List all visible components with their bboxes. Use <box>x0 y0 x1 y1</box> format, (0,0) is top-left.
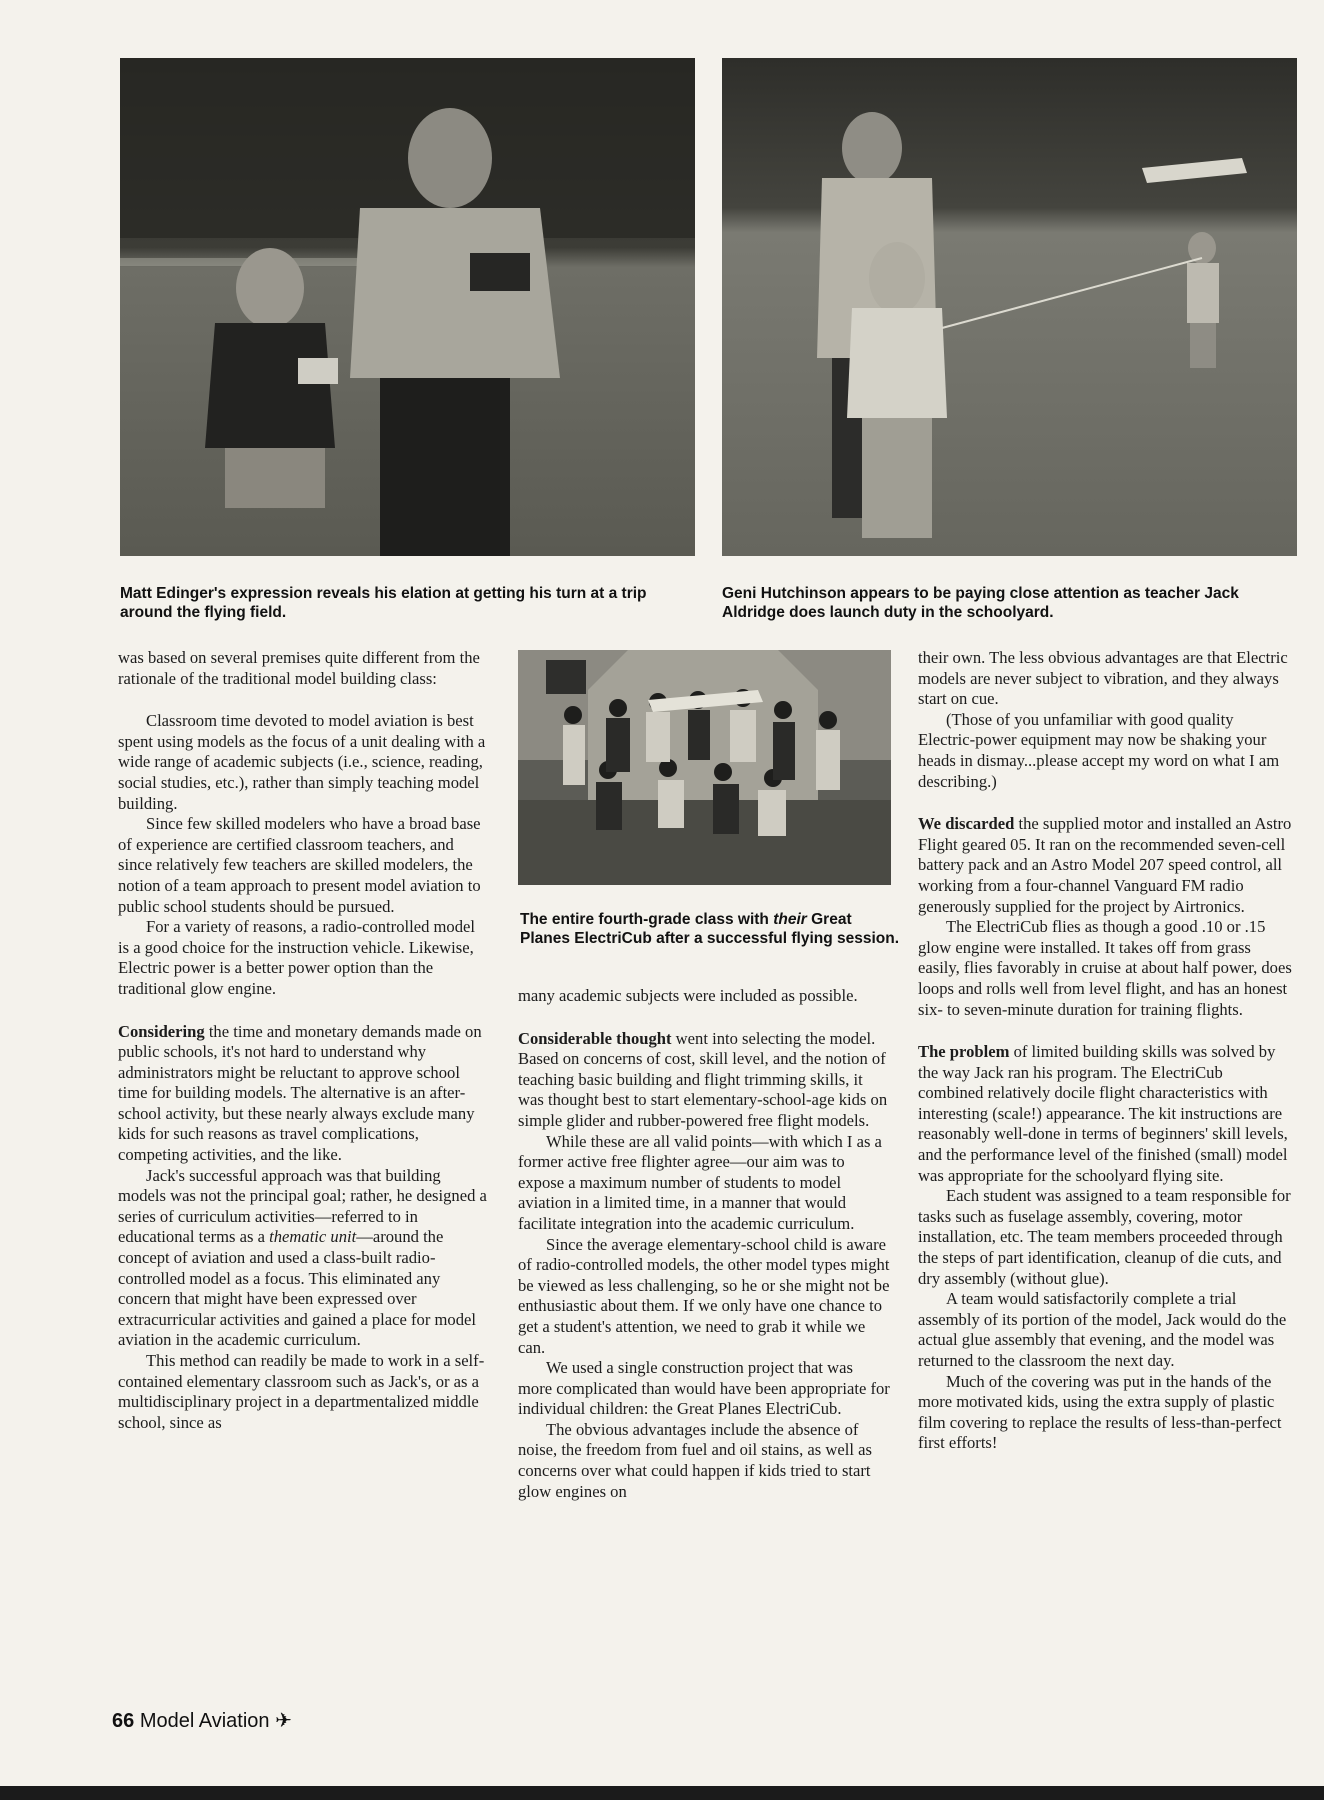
caption-center-em: their <box>773 911 807 928</box>
col2-lead-considerable-thought: Considerable thought <box>518 1028 672 1048</box>
col3-para-3 <box>918 814 1292 917</box>
col1-thematic-unit: thematic unit <box>269 1227 357 1247</box>
page-number: 66 <box>112 1710 135 1732</box>
col3-para-1: their own. The less obvious advantages are that Electric models are never subject to vibration, and they always start on cue. <box>918 648 1288 709</box>
airplane-icon: ✈ <box>275 1710 292 1732</box>
col3-para-7: A team would satisfactorily complete a trial assembly of its portion of the model, Jack would do the actual glue assembly that evening, and the model was returned to the classroom the next day. <box>918 1289 1287 1370</box>
col1-lead-considering: Considering <box>118 1021 205 1041</box>
col3-para-5 <box>918 1042 1292 1186</box>
col2-para-4: Since the average elementary-school child is aware of radio-controlled models, the other model types might be viewed as less challenging, so he or she might not be enthusiastic about them. If we only have one chance to get a student's attention, we need to grab it while we can. <box>518 1234 890 1357</box>
col1-para-3: Since few skilled modelers who have a broad base of experience are certified classroom teachers, and since relatively few teachers are skilled modelers, the notion of a team approach to present model aviation to public school students should be pursued. <box>118 814 481 916</box>
col3-para-4: The ElectriCub flies as though a good .10 or .15 glow engine were installed. It takes off from grass easily, flies favorably in cruise at about half power, does loops and rolls well from level flight, and has an honest six- to seven-minute duration for training flights. <box>918 917 1292 1019</box>
col1-para-5 <box>118 1022 490 1166</box>
col3-para-2: (Those of you unfamiliar with good quality Electric-power equipment may now be shaking your heads in dismay...please accept my word on what I am describing.) <box>918 709 1280 791</box>
page-folio <box>112 1708 292 1733</box>
column-1 <box>118 648 490 1433</box>
col2-para-5: We used a single construction project that was more complicated than would have been appropriate for individual children: the Great Planes ElectriCub. <box>518 1358 890 1419</box>
column-2 <box>518 986 891 1502</box>
caption-center-pre: The entire fourth-grade class with <box>520 911 774 928</box>
col2-para-1: many academic subjects were included as possible. <box>518 986 858 1005</box>
bottom-border <box>0 1786 1324 1800</box>
col2-para-2-text: went into selecting the model. Based on concerns of cost, skill level, and the notion of teaching basic building and flight trimming skills, it was thought best to start elementary-school-age kids on simple glider and rubber-powered free flight models. <box>518 1028 888 1130</box>
col1-para-1: was based on several premises quite different from the rationale of the traditional model building class: <box>118 648 480 688</box>
photo-geni-hutchinson <box>722 58 1297 556</box>
col2-para-6: The obvious advantages include the absence of noise, the freedom from fuel and oil stains, as well as concerns over what could happen if kids tried to start glow engines on <box>518 1419 872 1501</box>
photo-fourth-grade-class <box>518 650 891 885</box>
col1-para-2: Classroom time devoted to model aviation is best spent using models as the focus of a unit dealing with a wide range of academic subjects (i.e., science, reading, social studies, etc.), rather than simply teaching model building. <box>118 711 486 813</box>
col2-para-3: While these are all valid points—with which I as a former active free flighter agree—our aim was to expose a maximum number of students to model aviation in a limited time, in a manner that would facilitate integration into the academic curriculum. <box>518 1131 882 1233</box>
col3-para-6: Each student was assigned to a team responsible for tasks such as fuselage assembly, covering, motor installation, etc. The team members proceeded through the steps of part identification, cleanup of die cuts, and dry assembly (without glue). <box>918 1186 1291 1288</box>
col3-para-8: Much of the covering was put in the hands of the more motivated kids, using the extra supply of plastic film covering to replace the results of less-than-perfect first efforts! <box>918 1371 1282 1453</box>
col3-para-5-text: of limited building skills was solved by the way Jack ran his program. The ElectriCub combined relatively docile flight characteristics with interesting (scale!) appearance. The kit instructions are reasonably well-done in terms of beginners' skill levels, and the performance level of the finished (small) model was appropriate for the schoolyard flying site. <box>918 1042 1288 1185</box>
col2-para-2 <box>518 1029 891 1132</box>
col1-para-6-post: —around the concept of aviation and used a class-built radio-controlled model as a focus. This eliminated any concern that might have been expressed over extracurricular activities and gained a place for model aviation in the academic curriculum. <box>118 1227 476 1350</box>
column-3 <box>918 648 1292 1454</box>
caption-left-photo: Matt Edinger's expression reveals his elation at getting his turn at a trip around the flying field. <box>120 585 647 621</box>
col3-lead-we-discarded: We discarded <box>918 814 1015 834</box>
col1-para-4: For a variety of reasons, a radio-controlled model is a good choice for the instruction vehicle. Likewise, Electric power is a better power option than the traditional glow engine. <box>118 917 475 998</box>
col3-para-3-text: the supplied motor and installed an Astro Flight geared 05. It ran on the recommended seven-cell battery pack and an Astro Model 207 speed control, all working from a four-channel Vanguard FM radio generously supplied for the project by Airtronics. <box>918 814 1292 916</box>
col1-para-6 <box>118 1166 490 1351</box>
col3-lead-the-problem: The problem <box>918 1042 1010 1062</box>
col1-para-6-pre: Jack's successful approach was that building models was not the principal goal; rather, he designed a series of curriculum activities—referred to in educational terms as a <box>118 1165 487 1247</box>
col1-para-5-text: the time and monetary demands made on public schools, it's not hard to understand why administrators might be reluctant to approve school time for building models. The alternative is an after-school activity, but these nearly always exclude many kids for such reasons as travel complications, competing activities, and the like. <box>118 1021 482 1165</box>
caption-center-photo <box>520 910 900 948</box>
photo-matt-edinger <box>120 58 695 556</box>
col1-para-7: This method can readily be made to work in a self-contained elementary classroom such as Jack's, or as a multidisciplinary project in a departmentalized middle school, since as <box>118 1351 485 1432</box>
caption-center-post: Great Planes ElectriCub after a successful flying session. <box>520 911 900 947</box>
magazine-title: Model Aviation <box>139 1710 270 1732</box>
caption-right-photo: Geni Hutchinson appears to be paying close attention as teacher Jack Aldridge does launch duty in the schoolyard. <box>722 585 1239 621</box>
